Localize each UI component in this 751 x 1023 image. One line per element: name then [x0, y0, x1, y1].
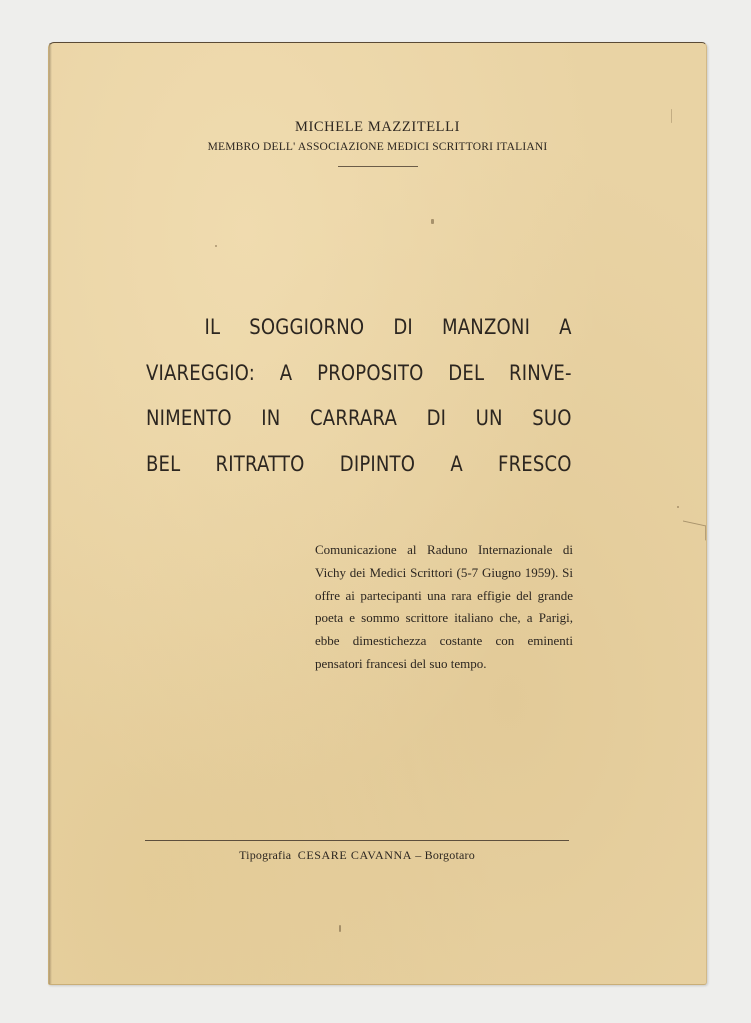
- title-word: NIMENTO: [146, 406, 232, 430]
- imprint-separator: –: [415, 848, 422, 862]
- title-word: RINVE-: [508, 360, 572, 385]
- title-word: DEL: [448, 360, 485, 385]
- title-word: DI: [393, 315, 413, 339]
- document-title: [146, 305, 572, 487]
- title-word: SOGGIORNO: [249, 315, 365, 339]
- title-word: BEL: [146, 451, 181, 476]
- spine-shadow: [49, 43, 52, 984]
- paper-speck: [339, 925, 341, 932]
- title-word: DIPINTO: [339, 451, 416, 476]
- author-block: [49, 117, 706, 167]
- title-line-2: [146, 351, 572, 397]
- divider-rule: [338, 166, 418, 167]
- title-word: RITRATTO: [215, 451, 305, 476]
- printer-imprint: [145, 848, 569, 863]
- footer-rule: [145, 840, 569, 841]
- title-word: SUO: [532, 406, 572, 430]
- title-word: MANZONI: [441, 315, 531, 339]
- title-line-1: [146, 305, 572, 351]
- imprint-prefix: Tipografia: [239, 848, 292, 862]
- pamphlet-cover: [48, 42, 707, 985]
- abstract-text: Comunicazione al Raduno Internazionale di Vichy dei Medici Scrittori (5-7 Giugno 1959). Si offre ai partecipanti una rara effigie del grande poeta e sommo scrittore italiano che, a Parigi, ebbe dimestichezza costante con eminenti pensatori francesi del suo tempo.: [315, 542, 573, 671]
- paper-speck: [215, 245, 217, 247]
- title-word: A: [559, 315, 572, 339]
- title-word: FRESCO: [498, 451, 572, 476]
- title-word: A: [279, 360, 293, 385]
- title-word: IL: [204, 315, 221, 339]
- title-word: VIAREGGIO:: [146, 360, 256, 385]
- title-word: A: [450, 451, 463, 476]
- imprint-publisher: CESARE CAVANNA: [297, 848, 413, 862]
- title-line-4: [146, 442, 572, 488]
- title-word: PROPOSITO: [317, 360, 424, 385]
- author-affiliation: MEMBRO DELL' ASSOCIAZIONE MEDICI SCRITTORI ITALIANI: [207, 141, 548, 153]
- title-line-3: [146, 396, 572, 442]
- paper-speck: [671, 109, 672, 123]
- edge-tear: [683, 521, 706, 541]
- title-word: UN: [475, 406, 503, 430]
- title-word: CARRARA: [310, 406, 398, 430]
- author-name: MICHELE MAZZITELLI: [294, 119, 461, 135]
- paper-speck: [431, 219, 434, 224]
- paper-speck: [677, 506, 679, 508]
- imprint-city: Borgotaro: [424, 848, 475, 862]
- title-word: DI: [426, 406, 447, 430]
- title-word: IN: [261, 406, 281, 430]
